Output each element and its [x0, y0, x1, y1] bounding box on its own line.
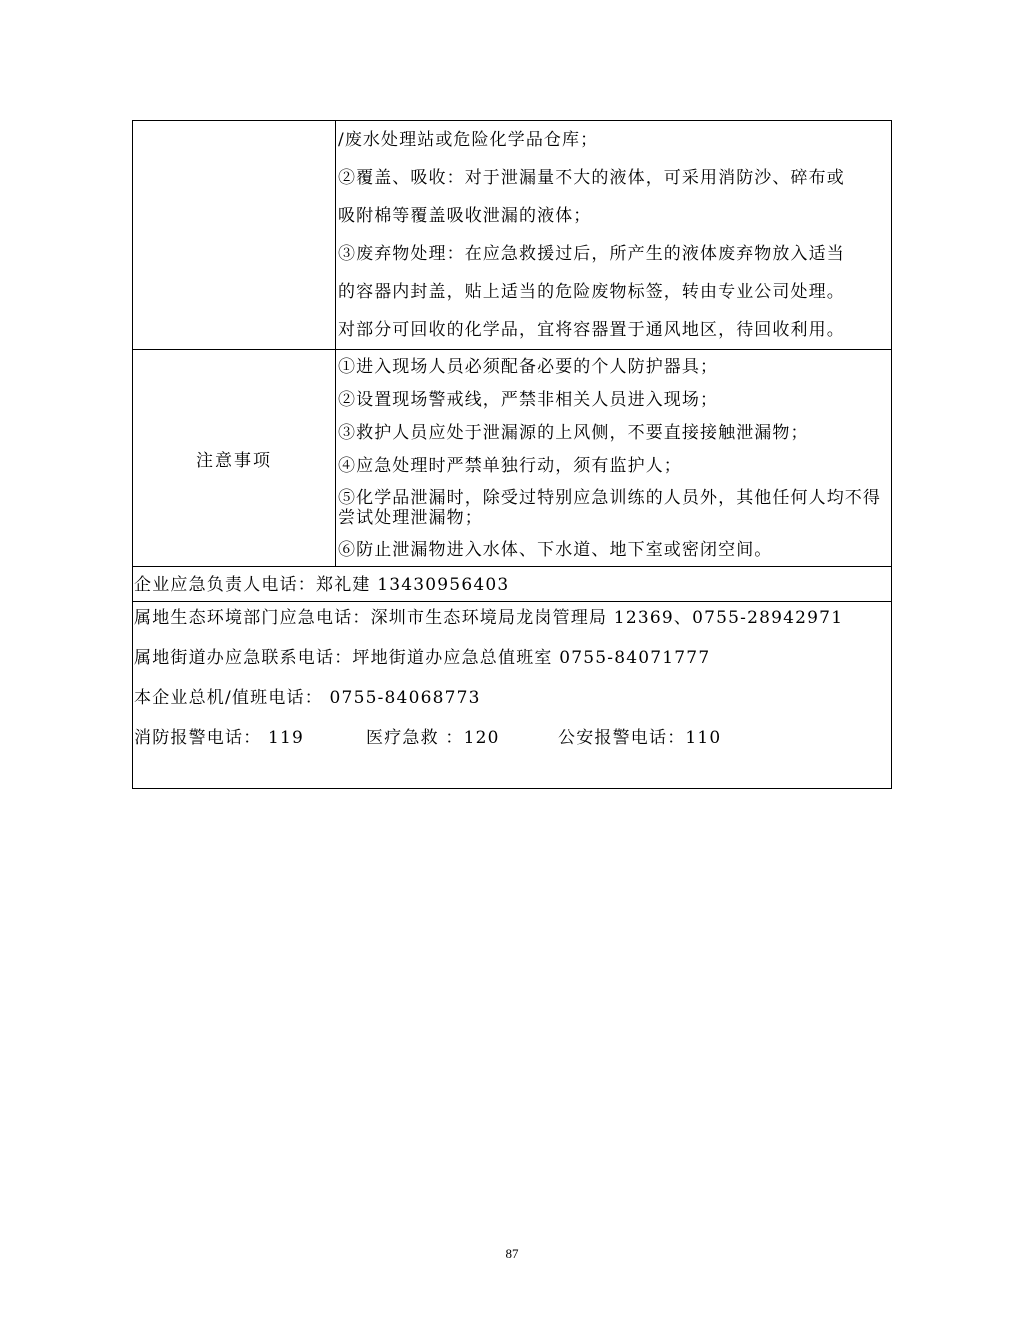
- fire-phone: 消防报警电话： 119: [134, 728, 305, 748]
- notice-item: ⑥防止泄漏物进入水体、下水道、地下室或密闭空间。: [338, 540, 773, 560]
- police-phone: 公安报警电话：110: [558, 728, 722, 748]
- text-line: /废水处理站或危险化学品仓库；: [338, 130, 599, 150]
- text-line: 吸附棉等覆盖吸收泄漏的液体；: [338, 206, 592, 226]
- contacts-cell: [133, 602, 892, 789]
- company-switchboard-phone: 本企业总机/值班电话： 0755-84068773: [134, 688, 481, 708]
- page-number: 87: [505, 1246, 519, 1261]
- notice-item: ③救护人员应处于泄漏源的上风侧，不要直接接触泄漏物；: [338, 423, 809, 443]
- disposal-measures-cell: [336, 121, 892, 350]
- notice-item: ④应急处理时严禁单独行动，须有监护人；: [338, 456, 682, 476]
- text-line: ②覆盖、吸收：对于泄漏量不大的液体，可采用消防沙、碎布或: [338, 168, 845, 188]
- medical-phone: 医疗急救 ：120: [366, 728, 500, 748]
- notices-label: 注意事项: [196, 450, 272, 471]
- text-line: 对部分可回收的化学品，宜将容器置于通风地区，待回收利用。: [338, 320, 845, 340]
- notices-label-cell: [133, 350, 336, 567]
- notices-list-cell: [336, 350, 892, 567]
- environment-dept-phone: 属地生态环境部门应急电话：深圳市生态环境局龙岗管理局 12369、0755-28942971: [134, 608, 844, 628]
- responsible-person-cell: [133, 567, 892, 602]
- empty-label-cell: [133, 121, 336, 350]
- emergency-info-table: [132, 120, 892, 789]
- text-line: 的容器内封盖，贴上适当的危险废物标签，转由专业公司处理。: [338, 282, 845, 302]
- notices-row: [133, 350, 892, 567]
- notice-item: ②设置现场警戒线，严禁非相关人员进入现场；: [338, 390, 719, 410]
- disposal-measures-row: [133, 121, 892, 350]
- contacts-row: [133, 602, 892, 789]
- responsible-person-row: [133, 567, 892, 602]
- text-line: ③废弃物处理：在应急救援过后，所产生的液体废弃物放入适当: [338, 244, 845, 264]
- responsible-person-phone: 企业应急负责人电话：郑礼建 13430956403: [134, 575, 510, 595]
- notice-item: ①进入现场人员必须配备必要的个人防护器具；: [338, 357, 719, 377]
- street-office-phone: 属地街道办应急联系电话：坪地街道办应急总值班室 0755-84071777: [134, 648, 711, 668]
- emergency-numbers-line: [134, 728, 891, 768]
- notice-item: ⑤化学品泄漏时，除受过特别应急训练的人员外，其他任何人均不得尝试处理泄漏物；: [338, 488, 881, 528]
